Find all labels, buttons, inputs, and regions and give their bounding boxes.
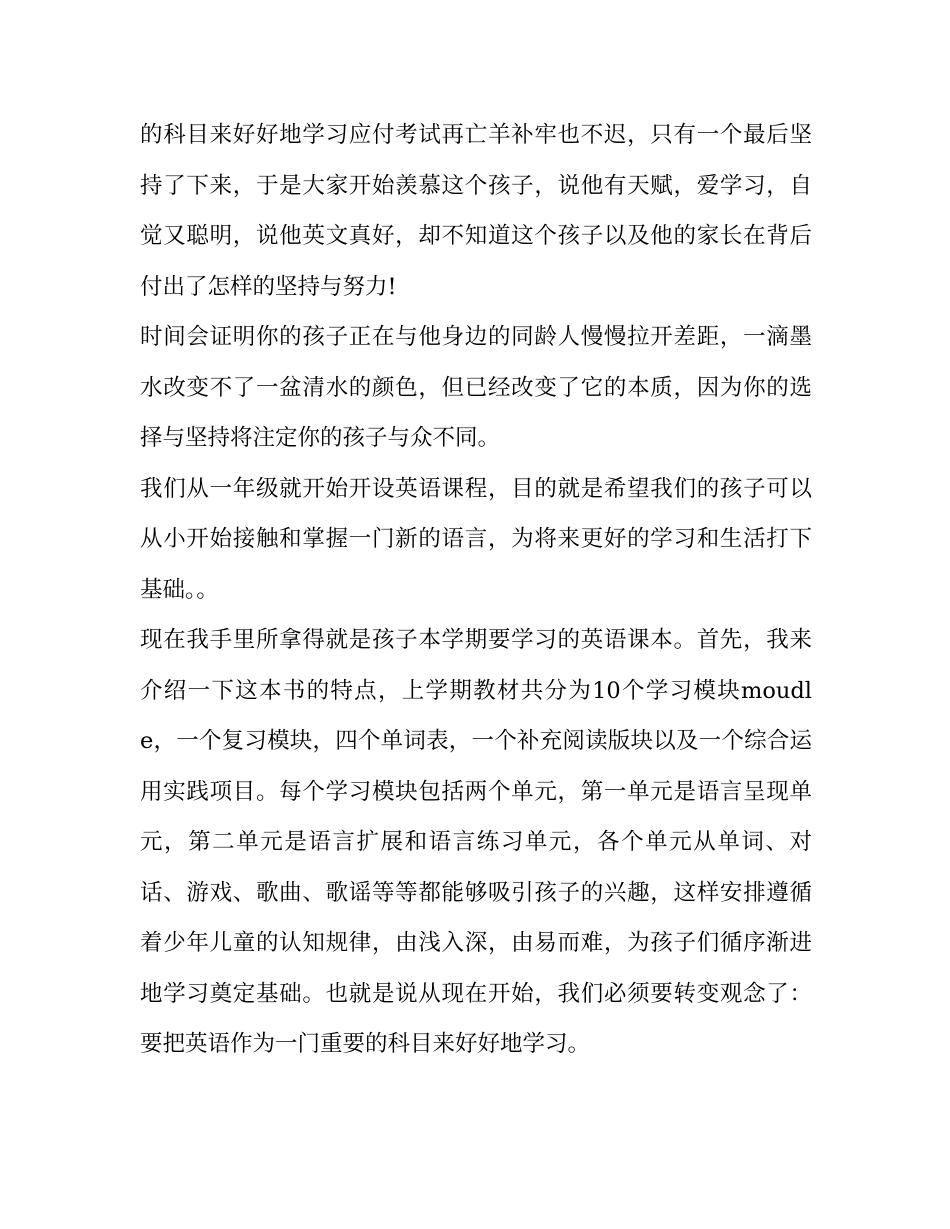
paragraph-4: 现在我手里所拿得就是孩子本学期要学习的英语课本。首先，我来介绍一下这本书的特点，上学期教材共分为10个学习模块moudle，一个复习模块，四个单词表，一个补充阅读版块以及一个综合运用实践项目。每个学习模块包括两个单元，第一单元是语言呈现单元，第二单元是语言扩展和语言练习单元，各个单元从单词、对话、游戏、歌曲、歌谣等等都能够吸引孩子的兴趣，这样安排遵循着少年儿童的认知规律，由浅入深，由易而难，为孩子们循序渐进地学习奠定基础。也就是说从现在开始，我们必须要转变观念了：要把英语作为一门重要的科目来好好地学习。: [140, 627, 812, 1057]
document-body: [140, 110, 812, 1070]
paragraph-3: 我们从一年级就开始开设英语课程，目的就是希望我们的孩子可以从小开始接触和掌握一门新的语言，为将来更好的学习和生活打下基础。。: [140, 475, 812, 603]
paragraph-2: 时间会证明你的孩子正在与他身边的同龄人慢慢拉开差距，一滴墨水改变不了一盆清水的颜色，但已经改变了它的本质，因为你的选择与坚持将注定你的孩子与众不同。: [140, 324, 812, 451]
paragraph-1: 的科目来好好地学习应付考试再亡羊补牢也不迟，只有一个最后坚持了下来，于是大家开始羡慕这个孩子，说他有天赋，爱学习，自觉又聪明，说他英文真好，却不知道这个孩子以及他的家长在背后付出了怎样的坚持与努力!: [140, 122, 812, 300]
